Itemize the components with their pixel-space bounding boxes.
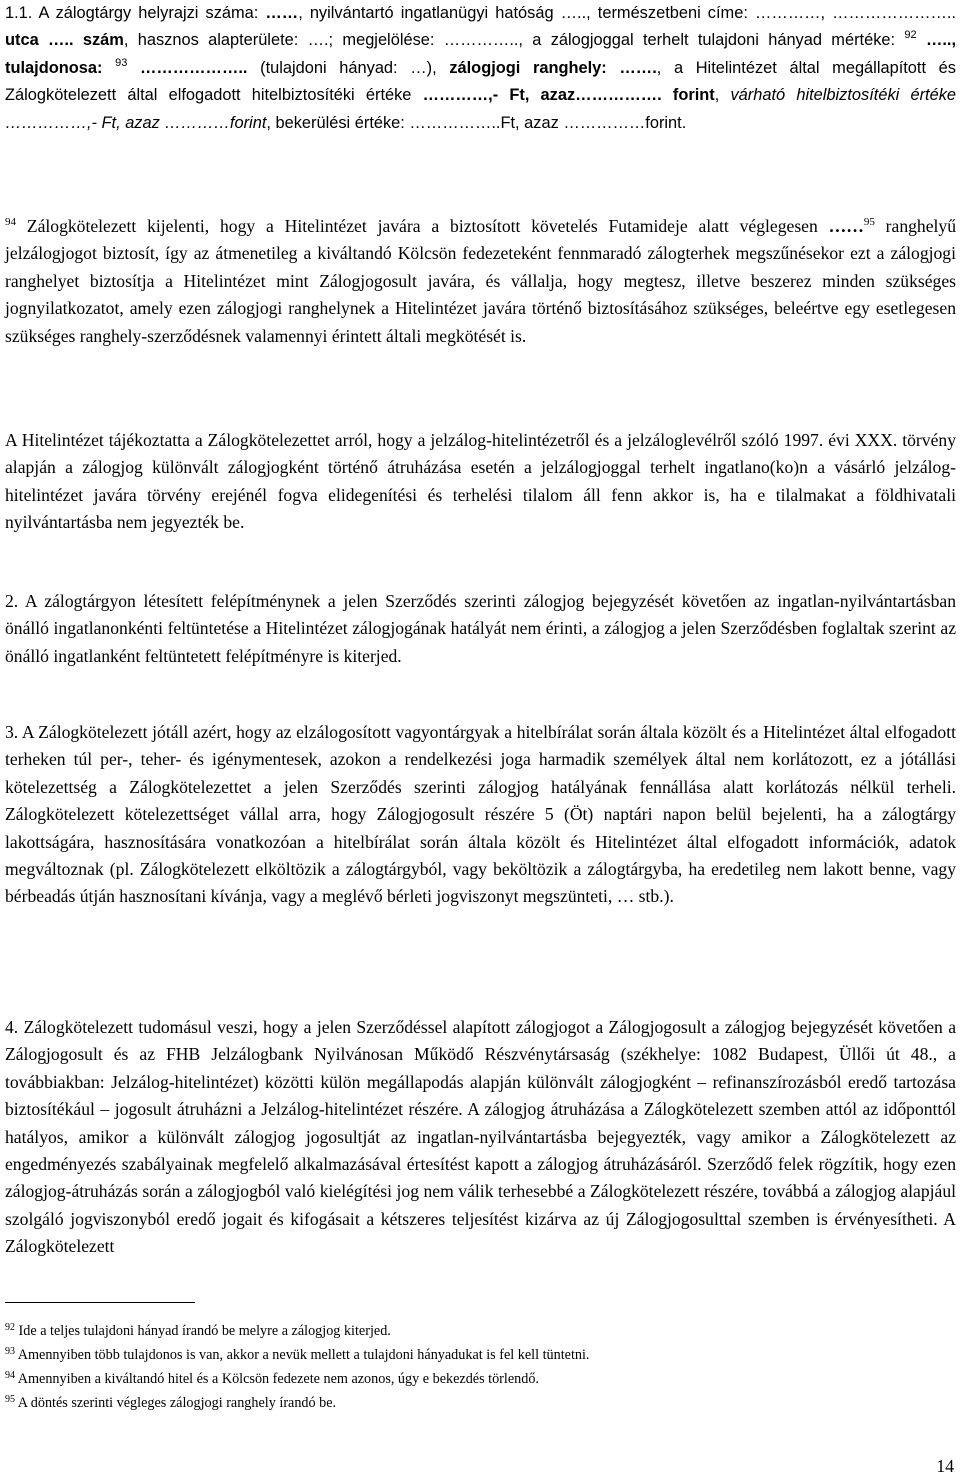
- paragraph-94: [5, 213, 956, 350]
- paragraph-4: 4. Zálogkötelezett tudomásul veszi, hogy a jelen Szerződéssel alapított zálogjogot a Zálogjogosult a zálogjog bejegyzését követően a Zálogjogosult és az FHB Jelzálogbank Nyilvánosan Működő Részvénytársaság (székhelye: 1082 Budapest, Üllői út 48., a továbbiakban: Jelzálog-hitelintézet) közötti külön megállapodás alapján különvált zálogjogként – refinanszírozásból eredő tartozása biztosítékául – jogosult átruházni a Jelzálog-hitelintézet részére. A zálogjog átruházása a Zálogkötelezett szemben attól az időponttól hatályos, amikor a különvált zálogjog jogosultját az ingatlan-nyilvántartásba bejegyezték, vagy amikor a Zálogkötelezett az engedményezés szabályainak megfelelő alkalmazásával értesítést kapott a zálogjog átruházásáról. Szerződő felek rögzítik, hogy ezen zálogjog-átruházás során a zálogjogból való kielégítési jog nem válik terhesebbé a Zálogkötelezett részére, továbbá a zálogjog alapjául szolgáló jogviszonyból eredő jogait és kifogásait a kétszeres teljesítést kizárva az új Zálogjogosulttal szemben is érvényesítheti. A Zálogkötelezett: [5, 1017, 956, 1257]
- footnote-ref-95[interactable]: 95: [863, 216, 875, 228]
- varhato-ertek-placeholder: várható hitelbiztosítéki értéke ……………,- Ft, azaz …………forint: [5, 86, 957, 132]
- footnote-ref-93[interactable]: 93: [115, 56, 128, 69]
- ranghely-blank: ……: [828, 216, 864, 236]
- footnote-number: 93: [5, 1346, 15, 1357]
- paragraph-3: 3. A Zálogkötelezett jótáll azért, hogy az elzálogosított vagyontárgyak a hitelbírálat során általa közölt és a Hitelintézet által elfogadott terheken túl per-, teher- és igénymentesek, azokon a rendelkezési joga harmadik személyek által nem korlátozott, ez a jótállási kötelezettség a Zálogkötelezettet a jelen Szerződés szerinti zálogjog hatályának fennállása alatt korlátozás nélkül terheli. Zálogkötelezett kötelezettséget vállal arra, hogy Zálogjogosult részére 5 (Öt) naptári napon belül bejelenti, ha a zálogtárgy lakottságára, hasznosítására vonatkozóan a hitelbírálat során általa közölt és Hitelintézet által elfogadott információk, adatok megváltoznak (pl. Zálogkötelezett elköltözik a zálogtárgyból, vagy beköltözik a zálogtárgyba, ha eredetileg nem lakott benne, vagy bérbeadás útján hasznosítani kívánja, vagy a meglévő bérleti jogviszonyt megszünteti, … stb.).: [5, 722, 956, 907]
- paragraph-94-text: Zálogkötelezett kijelenti, hogy a Hitelintézet javára a biztosított követelés Futamideje alatt véglegesen: [16, 216, 829, 236]
- owner-name-placeholder: ………………..: [127, 58, 261, 77]
- footnote-94: [5, 1370, 950, 1388]
- street-placeholder: utca ….. szám: [5, 31, 124, 50]
- paragraph-information: A Hitelintézet tájékoztatta a Zálogkötelezettet arról, hogy a jelzálog-hitelintézetről és a jelzáloglevélről szóló 1997. évi XXX. törvény alapján a zálogjog különvált zálogjogként történő átruházása esetén a jelzálogjoggal terhelt ingatlano(ko)n a vásárló jelzálog-hitelintézet javára törvény erejénél fogva elidegenítési és terhelési tilalom áll fenn akkor is, ha e tilalmakat a földhivatali nyilvántartásba nem jegyezték be.: [5, 430, 956, 533]
- bekerulesi-ertek-text: , bekerülési értéke: ……………..Ft, azaz ……………forint.: [266, 113, 687, 132]
- section-1-1-text: , a Hitelintézet által megállapított és Zálogkötelezett által elfogadott hitelbiztosítéki értéke: [5, 58, 956, 105]
- paragraph-94-text: ranghelyű jelzálogjogot biztosít, így az átmenetileg a kiváltandó Kölcsön fedezeteként fennmaradó zálogterhek megszűnésekor ezt a zálogjogi ranghelyet biztosítja a Hitelintézet mint Zálogjogosult javára, és vállalja, hogy megtesz, illetve beszerez minden szükséges jognyilatkozatot, amely ezen zálogjogi ranghelynek a Hitelintézet javára történő biztosításához szükséges, beleértve egy esetlegesen szükséges ranghely-szerződésnek valamennyi érintett általi megkötését is.: [5, 216, 956, 346]
- section-1-1-paragraph: [5, 0, 956, 137]
- footnote-ref-94[interactable]: 94: [5, 216, 16, 228]
- section-1-1-text: , nyilvántartó ingatlanügyi hatóság ….., természetbeni címe: …………, …………………..: [298, 4, 956, 22]
- footnote-92: [5, 1322, 950, 1340]
- footnote-text: A döntés szerinti végleges zálogjogi ranghely írandó be.: [15, 1395, 337, 1411]
- footnote-number: 95: [5, 1394, 15, 1405]
- section-1-1-text: ,: [714, 86, 731, 105]
- section-1-1-text: (tulajdoni hányad: …),: [260, 58, 450, 77]
- footnote-text: Ide a teljes tulajdoni hányad írandó be melyre a zálogjog kiterjed.: [15, 1323, 391, 1339]
- footnote-separator: [5, 1302, 195, 1303]
- footnote-ref-92[interactable]: 92: [904, 29, 917, 42]
- helyrajzi-szam-placeholder: ……: [265, 4, 299, 22]
- paragraph-2: 2. A zálogtárgyon létesített felépítménynek a jelen Szerződés szerinti zálogjog bejegyzését követően az ingatlan-nyilvántartásban önálló ingatlanonkénti feltüntetése a Hitelintézet zálogjogának hatályát nem érinti, a zálogjog a jelen Szerződésben foglaltak szerint az önálló ingatlanként feltüntetett felépítményre is kiterjed.: [5, 591, 956, 666]
- footnote-95: [5, 1394, 950, 1412]
- footnote-text: Amennyiben több tulajdonos is van, akkor a nevük mellett a tulajdoni hányadukat is fel kell tüntetni.: [15, 1347, 590, 1363]
- footnote-number: 94: [5, 1370, 15, 1381]
- owner-placeholder: ….., tulajdonosa:: [5, 31, 957, 77]
- page-number: 14: [936, 1456, 954, 1476]
- hitelbiztositeki-ertek-placeholder: …………,- Ft, azaz……………. forint: [422, 86, 715, 105]
- footnote-number: 92: [5, 1322, 15, 1333]
- section-1-1-text: , hasznos alapterülete: ….; megjelölése: ………….., a zálogjoggal terhelt tulajdoni hányad mértéke:: [123, 31, 905, 50]
- ranghely-placeholder: zálogjogi ranghely: …….: [449, 58, 657, 77]
- footnote-text: Amennyiben a kiváltandó hitel és a Kölcsön fedezete nem azonos, úgy e bekezdés törlendő.: [15, 1371, 539, 1387]
- section-1-1-text: 1.1. A zálogtárgy helyrajzi száma:: [5, 4, 266, 22]
- footnote-93: [5, 1346, 950, 1364]
